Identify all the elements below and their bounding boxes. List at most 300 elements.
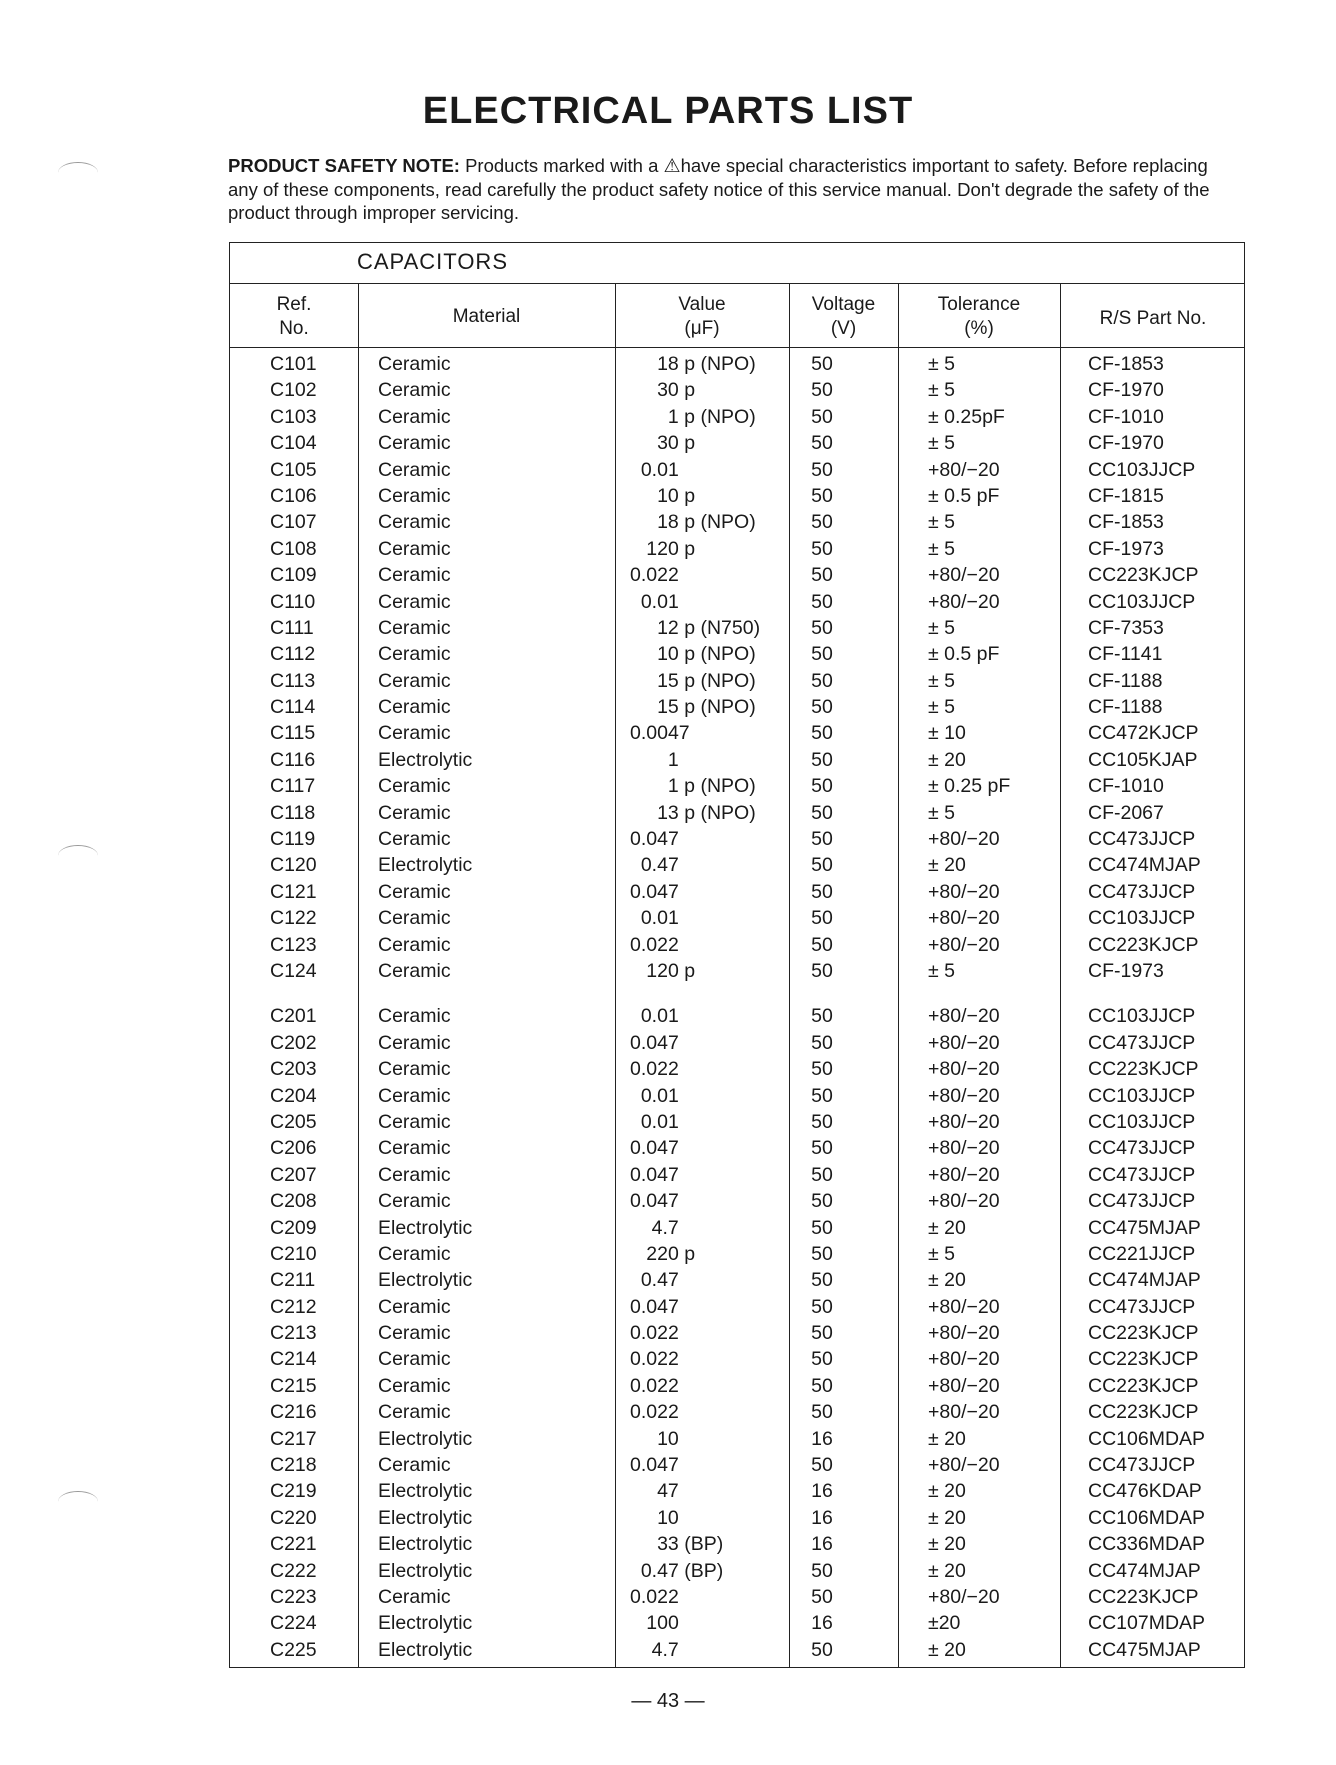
cell-material: Ceramic bbox=[378, 458, 451, 481]
header-value: Value (μF) bbox=[678, 294, 726, 339]
table-row bbox=[230, 1215, 1244, 1241]
cell-tolerance: +80/−20 bbox=[928, 1348, 1000, 1371]
cell-part-no: CC474MJAP bbox=[1088, 854, 1201, 877]
cell-part-no: CF-1010 bbox=[1088, 405, 1164, 428]
table-row bbox=[230, 773, 1244, 799]
cell-value: 1 bbox=[630, 748, 679, 771]
cell-ref: C124 bbox=[270, 959, 317, 982]
cell-ref: C213 bbox=[270, 1322, 317, 1345]
cell-value: 0.022 bbox=[630, 564, 679, 587]
cell-voltage: 50 bbox=[811, 1058, 833, 1081]
cell-material: Ceramic bbox=[378, 1084, 451, 1107]
cell-material: Ceramic bbox=[378, 722, 451, 745]
cell-ref: C224 bbox=[270, 1612, 317, 1635]
cell-tolerance: ± 20 bbox=[928, 1506, 966, 1529]
cell-material: Ceramic bbox=[378, 405, 451, 428]
cell-ref: C206 bbox=[270, 1137, 317, 1160]
table-row bbox=[230, 509, 1244, 535]
cell-tolerance: +80/−20 bbox=[928, 1084, 1000, 1107]
cell-part-no: CC472KJCP bbox=[1088, 722, 1199, 745]
safety-note-text: have special characteristics important to safety. Before replacing any of these components, read carefully the product safety notice of this service manual. Don't degrade the safety of the product through improper servicing. bbox=[228, 155, 1210, 223]
cell-material: Ceramic bbox=[378, 590, 451, 613]
cell-part-no: CF-1188 bbox=[1088, 669, 1163, 692]
cell-voltage: 16 bbox=[811, 1427, 833, 1450]
cell-material: Ceramic bbox=[378, 511, 451, 534]
cell-voltage: 16 bbox=[811, 1612, 833, 1635]
cell-ref: C118 bbox=[270, 801, 316, 824]
cell-voltage: 50 bbox=[811, 353, 833, 375]
cell-tolerance: ± 20 bbox=[928, 1480, 966, 1503]
cell-voltage: 50 bbox=[811, 1638, 833, 1661]
cell-material: Ceramic bbox=[378, 1137, 451, 1160]
table-row bbox=[230, 641, 1244, 667]
cell-voltage: 50 bbox=[811, 1585, 833, 1608]
cell-part-no: CC223KJCP bbox=[1088, 1374, 1199, 1397]
table-row bbox=[230, 1373, 1244, 1399]
cell-tolerance: +80/−20 bbox=[928, 1454, 1000, 1477]
table-row bbox=[230, 694, 1244, 720]
table-row bbox=[230, 457, 1244, 483]
cell-part-no: CC103JJCP bbox=[1088, 590, 1196, 613]
cell-material: Ceramic bbox=[378, 379, 451, 402]
cell-value: 0.01 bbox=[630, 458, 679, 481]
cell-part-no: CC103JJCP bbox=[1088, 1005, 1196, 1028]
cell-tolerance: +80/−20 bbox=[928, 1190, 1000, 1213]
cell-voltage: 50 bbox=[811, 933, 833, 956]
table-row bbox=[230, 1056, 1244, 1082]
cell-value: 0.01 bbox=[630, 1110, 679, 1133]
cell-part-no: CC223KJCP bbox=[1088, 1348, 1199, 1371]
cell-material: Ceramic bbox=[378, 1585, 451, 1608]
cell-material: Ceramic bbox=[378, 353, 451, 375]
cell-value: 0.047 bbox=[630, 1031, 679, 1054]
cell-ref: C204 bbox=[270, 1084, 317, 1107]
cell-material: Electrolytic bbox=[378, 854, 473, 877]
cell-value: 12 p (N750) bbox=[630, 616, 761, 639]
cell-part-no: CC223KJCP bbox=[1088, 933, 1199, 956]
cell-part-no: CC473JJCP bbox=[1088, 1163, 1196, 1186]
cell-part-no: CF-1141 bbox=[1088, 643, 1163, 666]
cell-value: 1 p (NPO) bbox=[630, 775, 756, 798]
cell-tolerance: +80/−20 bbox=[928, 1585, 1000, 1608]
cell-tolerance: ± 5 bbox=[928, 801, 955, 824]
cell-voltage: 50 bbox=[811, 1322, 833, 1345]
cell-voltage: 50 bbox=[811, 1163, 833, 1186]
cell-tolerance: ±20 bbox=[928, 1612, 961, 1635]
cell-part-no: CC103JJCP bbox=[1088, 1084, 1196, 1107]
table-row bbox=[230, 800, 1244, 826]
cell-voltage: 50 bbox=[811, 537, 833, 560]
cell-part-no: CC473JJCP bbox=[1088, 1190, 1196, 1213]
cell-tolerance: +80/−20 bbox=[928, 1137, 1000, 1160]
cell-tolerance: ± 20 bbox=[928, 854, 966, 877]
cell-voltage: 50 bbox=[811, 696, 833, 719]
cell-part-no: CC474MJAP bbox=[1088, 1269, 1201, 1292]
cell-voltage: 50 bbox=[811, 1269, 833, 1292]
cell-material: Ceramic bbox=[378, 1031, 451, 1054]
cell-tolerance: +80/−20 bbox=[928, 1374, 1000, 1397]
page-title: ELECTRICAL PARTS LIST bbox=[422, 90, 914, 132]
cell-ref: C221 bbox=[270, 1533, 317, 1556]
cell-material: Ceramic bbox=[378, 933, 451, 956]
cell-ref: C108 bbox=[270, 537, 317, 560]
cell-material: Ceramic bbox=[378, 1190, 451, 1213]
table-row bbox=[230, 562, 1244, 588]
cell-value: 0.47 bbox=[630, 854, 679, 877]
cell-voltage: 16 bbox=[811, 1533, 833, 1556]
cell-material: Electrolytic bbox=[378, 1269, 473, 1292]
cell-value: 15 p (NPO) bbox=[630, 696, 756, 719]
cell-tolerance: ± 5 bbox=[928, 669, 955, 692]
cell-ref: C216 bbox=[270, 1401, 317, 1424]
cell-ref: C114 bbox=[270, 696, 316, 719]
safety-note-lead: PRODUCT SAFETY NOTE: bbox=[228, 155, 460, 176]
cell-ref: C212 bbox=[270, 1295, 317, 1318]
cell-value: 15 p (NPO) bbox=[630, 669, 756, 692]
cell-voltage: 50 bbox=[811, 590, 833, 613]
cell-voltage: 50 bbox=[811, 1216, 833, 1239]
binder-hole bbox=[58, 845, 98, 866]
cell-ref: C112 bbox=[270, 643, 316, 666]
cell-ref: C113 bbox=[270, 669, 316, 692]
table-caption: CAPACITORS bbox=[357, 249, 508, 274]
cell-tolerance: +80/−20 bbox=[928, 1110, 1000, 1133]
table-row bbox=[230, 1584, 1244, 1610]
cell-ref: C225 bbox=[270, 1638, 317, 1661]
cell-voltage: 50 bbox=[811, 1559, 833, 1582]
cell-material: Ceramic bbox=[378, 1005, 451, 1028]
cell-voltage: 50 bbox=[811, 828, 833, 851]
cell-ref: C217 bbox=[270, 1427, 317, 1450]
cell-material: Ceramic bbox=[378, 775, 451, 798]
cell-value: 4.7 bbox=[630, 1216, 679, 1239]
cell-ref: C110 bbox=[270, 590, 316, 613]
cell-tolerance: ± 5 bbox=[928, 379, 955, 402]
cell-material: Ceramic bbox=[378, 1374, 451, 1397]
cell-ref: C202 bbox=[270, 1031, 317, 1054]
cell-part-no: CF-1973 bbox=[1088, 537, 1164, 560]
cell-material: Ceramic bbox=[378, 432, 451, 455]
cell-value: 33 (BP) bbox=[630, 1533, 724, 1556]
cell-tolerance: ± 20 bbox=[928, 1638, 966, 1661]
cell-part-no: CF-1970 bbox=[1088, 379, 1164, 402]
cell-value: 18 p (NPO) bbox=[630, 511, 756, 534]
table-row bbox=[230, 1109, 1244, 1135]
cell-value: 120 p bbox=[630, 959, 696, 982]
cell-voltage: 50 bbox=[811, 1190, 833, 1213]
cell-voltage: 50 bbox=[811, 669, 833, 692]
cell-tolerance: ± 10 bbox=[928, 722, 966, 745]
cell-voltage: 50 bbox=[811, 1295, 833, 1318]
table-row bbox=[230, 852, 1244, 878]
table-row bbox=[230, 351, 1244, 377]
cell-voltage: 50 bbox=[811, 484, 833, 507]
cell-voltage: 16 bbox=[811, 1480, 833, 1503]
table-row bbox=[230, 826, 1244, 852]
cell-tolerance: +80/−20 bbox=[928, 880, 1000, 903]
cell-tolerance: +80/−20 bbox=[928, 1031, 1000, 1054]
safety-note-text: Products marked with a bbox=[459, 155, 664, 176]
cell-ref: C218 bbox=[270, 1454, 317, 1477]
table-row bbox=[230, 1610, 1244, 1636]
cell-ref: C105 bbox=[270, 458, 317, 481]
cell-tolerance: +80/−20 bbox=[928, 1163, 1000, 1186]
cell-voltage: 50 bbox=[811, 458, 833, 481]
cell-part-no: CC336MDAP bbox=[1088, 1533, 1206, 1556]
cell-part-no: CC223KJCP bbox=[1088, 564, 1199, 587]
cell-material: Ceramic bbox=[378, 669, 451, 692]
cell-material: Ceramic bbox=[378, 537, 451, 560]
table-row bbox=[230, 1531, 1244, 1557]
cell-value: 10 bbox=[630, 1506, 679, 1529]
cell-material: Ceramic bbox=[378, 616, 451, 639]
cell-ref: C208 bbox=[270, 1190, 317, 1213]
cell-value: 4.7 bbox=[630, 1638, 679, 1661]
cell-tolerance: ± 5 bbox=[928, 1242, 955, 1265]
cell-ref: C211 bbox=[270, 1269, 316, 1292]
cell-material: Ceramic bbox=[378, 643, 451, 666]
cell-value: 0.047 bbox=[630, 1190, 679, 1213]
cell-value: 0.022 bbox=[630, 1348, 679, 1371]
cell-value: 0.022 bbox=[630, 1401, 679, 1424]
cell-value: 0.01 bbox=[630, 907, 679, 930]
cell-tolerance: ± 5 bbox=[928, 696, 955, 719]
cell-voltage: 50 bbox=[811, 775, 833, 798]
cell-value: 0.47 (BP) bbox=[630, 1559, 724, 1582]
cell-part-no: CC473JJCP bbox=[1088, 1454, 1196, 1477]
cell-material: Electrolytic bbox=[378, 1559, 473, 1582]
table-row bbox=[230, 747, 1244, 773]
cell-ref: C111 bbox=[270, 616, 314, 639]
cell-value: 1 p (NPO) bbox=[630, 405, 756, 428]
cell-ref: C214 bbox=[270, 1348, 317, 1371]
cell-ref: C205 bbox=[270, 1110, 317, 1133]
cell-part-no: CC106MDAP bbox=[1088, 1506, 1206, 1529]
cell-part-no: CF-1188 bbox=[1088, 696, 1163, 719]
header-tolerance: Tolerance (%) bbox=[937, 294, 1021, 339]
cell-part-no: CF-1853 bbox=[1088, 353, 1164, 375]
cell-value: 0.47 bbox=[630, 1269, 679, 1292]
cell-part-no: CC103JJCP bbox=[1088, 907, 1196, 930]
cell-tolerance: +80/−20 bbox=[928, 828, 1000, 851]
cell-voltage: 16 bbox=[811, 1506, 833, 1529]
cell-part-no: CC473JJCP bbox=[1088, 880, 1196, 903]
cell-ref: C101 bbox=[270, 353, 317, 375]
cell-tolerance: ± 0.5 pF bbox=[928, 643, 1000, 666]
cell-tolerance: ± 5 bbox=[928, 432, 955, 455]
cell-value: 30 p bbox=[630, 379, 696, 402]
cell-value: 0.01 bbox=[630, 1005, 679, 1028]
cell-voltage: 50 bbox=[811, 1110, 833, 1133]
table-row bbox=[230, 615, 1244, 641]
cell-value: 0.022 bbox=[630, 1058, 679, 1081]
table-row bbox=[230, 1083, 1244, 1109]
cell-value: 0.047 bbox=[630, 1295, 679, 1318]
cell-part-no: CC475MJAP bbox=[1088, 1638, 1201, 1661]
table-row bbox=[230, 1135, 1244, 1161]
cell-material: Electrolytic bbox=[378, 1638, 473, 1661]
cell-ref: C121 bbox=[270, 880, 317, 903]
cell-value: 0.047 bbox=[630, 880, 679, 903]
cell-tolerance: ± 20 bbox=[928, 748, 966, 771]
table-row bbox=[230, 1241, 1244, 1267]
cell-tolerance: ± 20 bbox=[928, 1533, 966, 1556]
cell-part-no: CC475MJAP bbox=[1088, 1216, 1201, 1239]
cell-tolerance: ± 5 bbox=[928, 353, 955, 375]
cell-material: Ceramic bbox=[378, 1295, 451, 1318]
table-row bbox=[230, 1399, 1244, 1425]
cell-material: Ceramic bbox=[378, 801, 451, 824]
binder-hole bbox=[58, 162, 98, 183]
cell-ref: C222 bbox=[270, 1559, 317, 1582]
binder-hole bbox=[58, 1491, 98, 1512]
cell-voltage: 50 bbox=[811, 643, 833, 666]
cell-tolerance: +80/−20 bbox=[928, 1401, 1000, 1424]
cell-voltage: 50 bbox=[811, 564, 833, 587]
table-row bbox=[230, 1320, 1244, 1346]
cell-material: Electrolytic bbox=[378, 1427, 473, 1450]
cell-ref: C203 bbox=[270, 1058, 317, 1081]
cell-voltage: 50 bbox=[811, 616, 833, 639]
cell-voltage: 50 bbox=[811, 854, 833, 877]
table-row bbox=[230, 483, 1244, 509]
cell-material: Ceramic bbox=[378, 1348, 451, 1371]
cell-value: 18 p (NPO) bbox=[630, 353, 756, 375]
cell-part-no: CF-1853 bbox=[1088, 511, 1164, 534]
cell-material: Ceramic bbox=[378, 907, 451, 930]
cell-ref: C220 bbox=[270, 1506, 317, 1529]
cell-voltage: 50 bbox=[811, 801, 833, 824]
cell-voltage: 50 bbox=[811, 432, 833, 455]
cell-value: 0.047 bbox=[630, 1163, 679, 1186]
cell-part-no: CC103JJCP bbox=[1088, 1110, 1196, 1133]
cell-part-no: CF-1973 bbox=[1088, 959, 1164, 982]
cell-material: Ceramic bbox=[378, 484, 451, 507]
cell-ref: C215 bbox=[270, 1374, 317, 1397]
table-row bbox=[230, 879, 1244, 905]
cell-material: Ceramic bbox=[378, 1058, 451, 1081]
cell-ref: C119 bbox=[270, 828, 316, 851]
cell-part-no: CC223KJCP bbox=[1088, 1401, 1199, 1424]
cell-voltage: 50 bbox=[811, 1031, 833, 1054]
cell-material: Ceramic bbox=[378, 1454, 451, 1477]
table-row bbox=[230, 1426, 1244, 1452]
table-row bbox=[230, 1346, 1244, 1372]
table-row bbox=[230, 1505, 1244, 1531]
cell-tolerance: ± 5 bbox=[928, 959, 955, 982]
cell-material: Ceramic bbox=[378, 1110, 451, 1133]
cell-voltage: 50 bbox=[811, 1374, 833, 1397]
cell-value: 0.01 bbox=[630, 1084, 679, 1107]
table-row bbox=[230, 1030, 1244, 1056]
capacitors-table bbox=[229, 242, 1245, 1668]
cell-tolerance: ± 20 bbox=[928, 1427, 966, 1450]
header-top-rule bbox=[230, 283, 1244, 284]
table-row bbox=[230, 1637, 1244, 1663]
product-safety-note bbox=[228, 154, 1228, 224]
cell-ref: C223 bbox=[270, 1585, 317, 1608]
cell-voltage: 50 bbox=[811, 1137, 833, 1160]
cell-tolerance: ± 20 bbox=[928, 1559, 966, 1582]
cell-ref: C102 bbox=[270, 379, 317, 402]
cell-voltage: 50 bbox=[811, 1242, 833, 1265]
cell-material: Electrolytic bbox=[378, 1612, 473, 1635]
cell-tolerance: ± 20 bbox=[928, 1216, 966, 1239]
cell-part-no: CF-1970 bbox=[1088, 432, 1164, 455]
cell-tolerance: +80/−20 bbox=[928, 1005, 1000, 1028]
cell-material: Electrolytic bbox=[378, 1480, 473, 1503]
cell-value: 0.022 bbox=[630, 933, 679, 956]
cell-part-no: CC473JJCP bbox=[1088, 1295, 1196, 1318]
cell-tolerance: ± 5 bbox=[928, 537, 955, 560]
cell-material: Electrolytic bbox=[378, 1533, 473, 1556]
table-row bbox=[230, 1162, 1244, 1188]
cell-voltage: 50 bbox=[811, 959, 833, 982]
cell-tolerance: ± 0.25 pF bbox=[928, 775, 1011, 798]
cell-value: 30 p bbox=[630, 432, 696, 455]
cell-value: 120 p bbox=[630, 537, 696, 560]
cell-ref: C103 bbox=[270, 405, 317, 428]
cell-ref: C104 bbox=[270, 432, 317, 455]
cell-material: Electrolytic bbox=[378, 1506, 473, 1529]
cell-ref: C207 bbox=[270, 1163, 317, 1186]
cell-value: 10 p (NPO) bbox=[630, 643, 756, 666]
table-row bbox=[230, 1294, 1244, 1320]
cell-part-no: CC223KJCP bbox=[1088, 1585, 1199, 1608]
cell-tolerance: +80/−20 bbox=[928, 1322, 1000, 1345]
table-row bbox=[230, 905, 1244, 931]
cell-part-no: CC476KDAP bbox=[1088, 1480, 1202, 1503]
table-row bbox=[230, 1478, 1244, 1504]
cell-voltage: 50 bbox=[811, 880, 833, 903]
cell-value: 47 bbox=[630, 1480, 679, 1503]
cell-tolerance: ± 5 bbox=[928, 511, 955, 534]
cell-voltage: 50 bbox=[811, 722, 833, 745]
cell-value: 0.047 bbox=[630, 1137, 679, 1160]
cell-part-no: CC106MDAP bbox=[1088, 1427, 1206, 1450]
cell-value: 0.022 bbox=[630, 1322, 679, 1345]
cell-material: Ceramic bbox=[378, 564, 451, 587]
cell-voltage: 50 bbox=[811, 379, 833, 402]
cell-tolerance: +80/−20 bbox=[928, 564, 1000, 587]
cell-value: 0.047 bbox=[630, 1454, 679, 1477]
warning-triangle-icon: ⚠ bbox=[663, 156, 681, 177]
cell-ref: C117 bbox=[270, 775, 316, 798]
header-material: Material bbox=[452, 306, 521, 327]
cell-voltage: 50 bbox=[811, 405, 833, 428]
cell-tolerance: ± 0.25pF bbox=[928, 405, 1005, 428]
cell-material: Ceramic bbox=[378, 959, 451, 982]
table-row bbox=[230, 589, 1244, 615]
header-voltage: Voltage (V) bbox=[811, 294, 876, 339]
cell-material: Ceramic bbox=[378, 828, 451, 851]
header-part-no: R/S Part No. bbox=[1099, 308, 1207, 329]
cell-voltage: 50 bbox=[811, 1454, 833, 1477]
cell-ref: C120 bbox=[270, 854, 317, 877]
cell-part-no: CC473JJCP bbox=[1088, 1137, 1196, 1160]
cell-ref: C116 bbox=[270, 748, 316, 771]
cell-voltage: 50 bbox=[811, 748, 833, 771]
cell-part-no: CF-7353 bbox=[1088, 616, 1164, 639]
cell-voltage: 50 bbox=[811, 907, 833, 930]
cell-part-no: CC221JJCP bbox=[1088, 1242, 1196, 1265]
cell-part-no: CC473JJCP bbox=[1088, 828, 1196, 851]
table-row bbox=[230, 958, 1244, 984]
cell-ref: C122 bbox=[270, 907, 317, 930]
cell-part-no: CC474MJAP bbox=[1088, 1559, 1201, 1582]
cell-value: 220 p bbox=[630, 1242, 696, 1265]
table-row bbox=[230, 430, 1244, 456]
